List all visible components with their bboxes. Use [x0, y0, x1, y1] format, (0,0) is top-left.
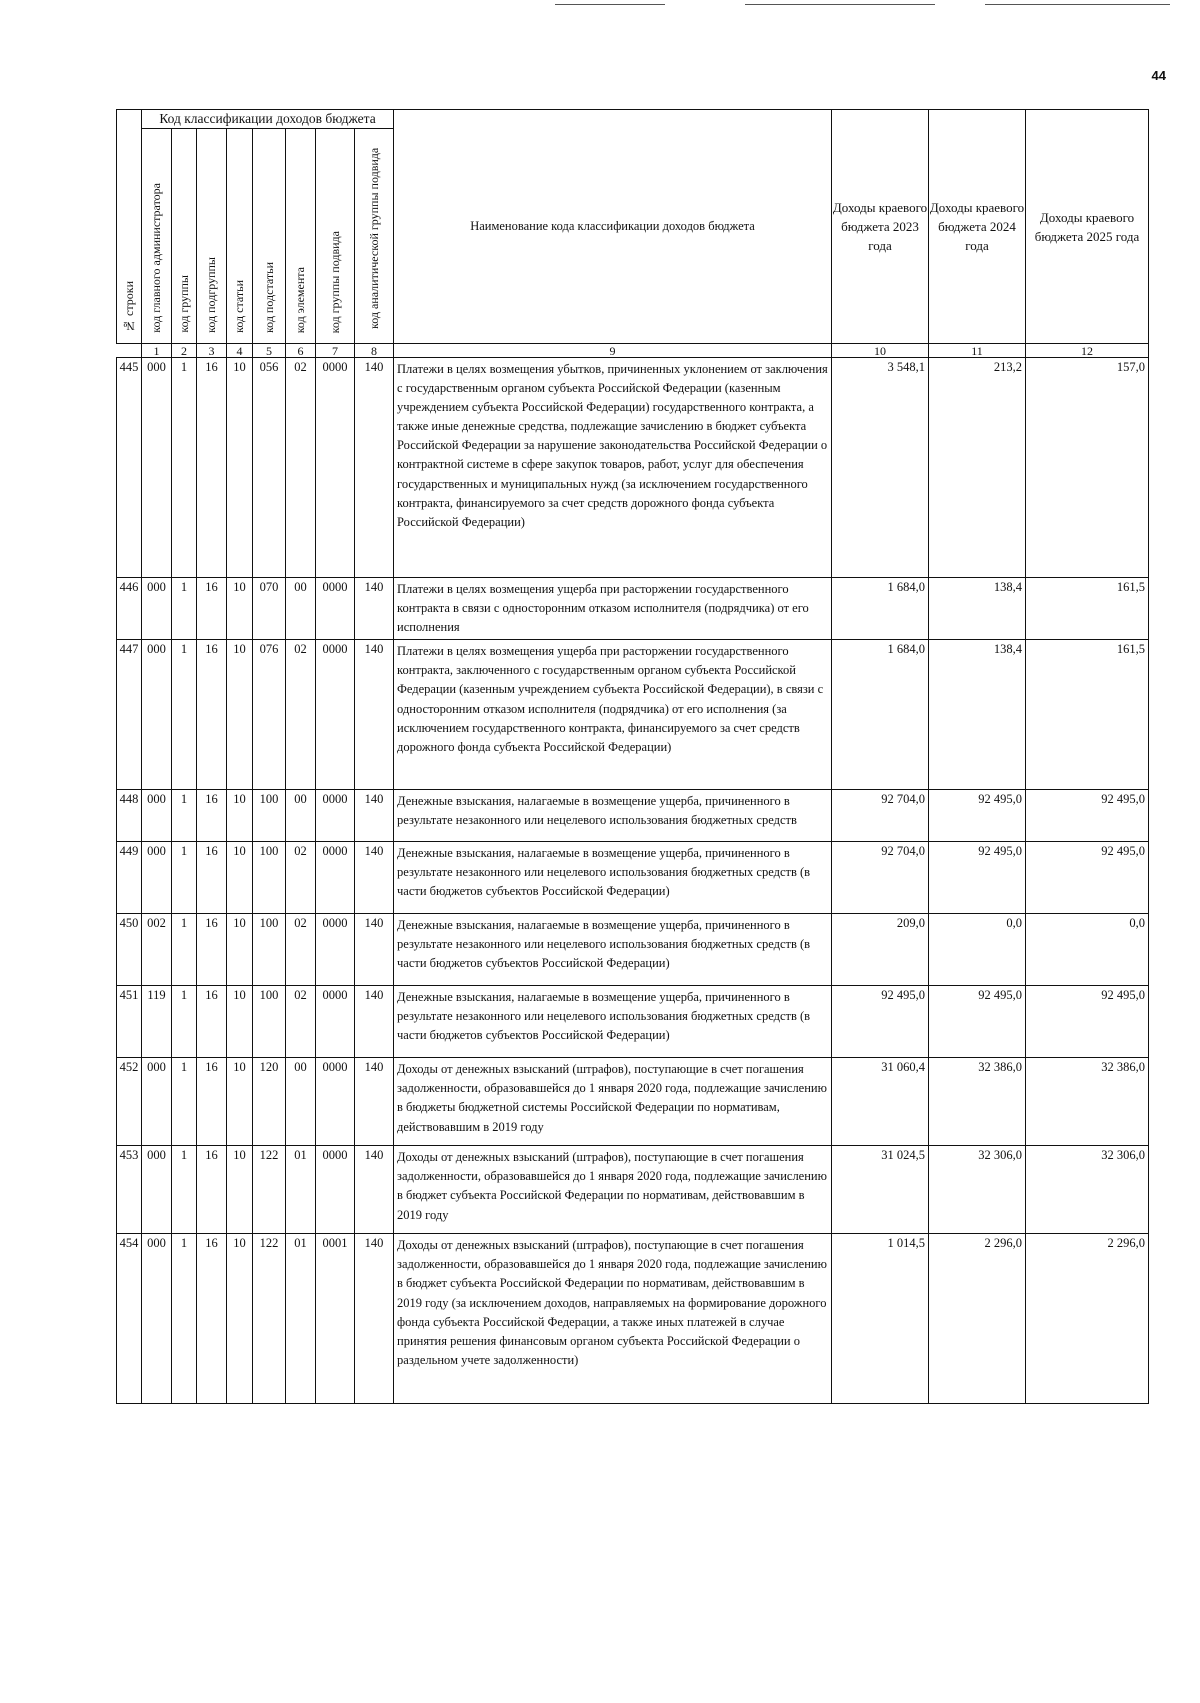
header-classification-code-group: Код классификации доходов бюджета — [142, 110, 394, 129]
element-code: 02 — [286, 914, 316, 986]
row-number: 446 — [117, 578, 142, 640]
code-name: Денежные взыскания, налагаемые в возмещение ущерба, причиненного в результате незаконного или нецелевого использования бюджетных средств (в части бюджетов субъектов Российской Федерации) — [394, 986, 832, 1058]
analytic-group-code: 140 — [355, 986, 394, 1058]
code-name: Платежи в целях возмещения ущерба при расторжении государственного контракта, заключенного с государственным органом субъекта Российской Федерации (казенным учреждением субъекта Российской Федерации), в связи с односторонним отказом исполнителя (подрядчика) от его исполнения (за исключением государственного контракта, финансируемого за счет средств дорожного фонда субъекта Российской Федерации) — [394, 640, 832, 790]
article-code: 10 — [227, 842, 253, 914]
group-code: 1 — [172, 1146, 197, 1234]
page-number: 44 — [1151, 68, 1166, 83]
table-row — [117, 986, 1149, 1058]
admin-code: 002 — [142, 914, 172, 986]
subtype-group-code: 0000 — [316, 358, 355, 578]
header-article-code: код статьи — [227, 129, 253, 344]
analytic-group-code: 140 — [355, 1058, 394, 1146]
income-2025: 32 306,0 — [1026, 1146, 1149, 1234]
subtype-group-code: 0000 — [316, 790, 355, 842]
subgroup-code: 16 — [197, 986, 227, 1058]
group-code: 1 — [172, 1234, 197, 1404]
admin-code: 000 — [142, 358, 172, 578]
table-row — [117, 640, 1149, 790]
table-row — [117, 1146, 1149, 1234]
row-number: 450 — [117, 914, 142, 986]
row-number: 451 — [117, 986, 142, 1058]
header-subtype-group-code: код группы подвида — [316, 129, 355, 344]
element-code: 02 — [286, 842, 316, 914]
income-2025: 161,5 — [1026, 578, 1149, 640]
column-number: 9 — [394, 344, 832, 358]
analytic-group-code: 140 — [355, 790, 394, 842]
code-name: Платежи в целях возмещения убытков, причиненных уклонением от заключения с государственным органом субъекта Российской Федерации (казенным учреждением субъекта Российской Федерации) государственного контракта, а также иные денежные средства, подлежащие зачислению в бюджет субъекта Российской Федерации за нарушение законодательства Российской Федерации о контрактной системе в сфере закупок товаров, работ, услуг для обеспечения государственных и муниципальных нужд (за исключением государственного контракта, финансируемого за счет средств дорожного фонда субъекта Российской Федерации) — [394, 358, 832, 578]
group-code: 1 — [172, 640, 197, 790]
column-number: 8 — [355, 344, 394, 358]
subtype-group-code: 0000 — [316, 1146, 355, 1234]
income-2024: 138,4 — [929, 578, 1026, 640]
group-code: 1 — [172, 578, 197, 640]
analytic-group-code: 140 — [355, 842, 394, 914]
income-2023: 1 684,0 — [832, 640, 929, 790]
subtype-group-code: 0000 — [316, 914, 355, 986]
income-2024: 32 386,0 — [929, 1058, 1026, 1146]
income-2023: 92 704,0 — [832, 790, 929, 842]
scan-artifact-line — [555, 4, 665, 5]
header-row-number: № строки — [117, 110, 142, 344]
income-2025: 2 296,0 — [1026, 1234, 1149, 1404]
budget-income-table — [116, 109, 1149, 1404]
income-2024: 138,4 — [929, 640, 1026, 790]
income-2023: 3 548,1 — [832, 358, 929, 578]
analytic-group-code: 140 — [355, 1234, 394, 1404]
admin-code: 000 — [142, 1058, 172, 1146]
income-2025: 92 495,0 — [1026, 790, 1149, 842]
income-2023: 31 024,5 — [832, 1146, 929, 1234]
scan-artifact-line — [985, 4, 1170, 5]
subarticle-code: 122 — [253, 1234, 286, 1404]
group-code: 1 — [172, 1058, 197, 1146]
income-2024: 92 495,0 — [929, 790, 1026, 842]
income-2023: 31 060,4 — [832, 1058, 929, 1146]
column-number: 5 — [253, 344, 286, 358]
article-code: 10 — [227, 1146, 253, 1234]
row-number: 452 — [117, 1058, 142, 1146]
table-row — [117, 358, 1149, 578]
header-income-2023: Доходы краевого бюджета 2023 года — [832, 110, 929, 344]
header-subgroup-code: код подгруппы — [197, 129, 227, 344]
analytic-group-code: 140 — [355, 1146, 394, 1234]
analytic-group-code: 140 — [355, 640, 394, 790]
element-code: 01 — [286, 1146, 316, 1234]
article-code: 10 — [227, 578, 253, 640]
admin-code: 000 — [142, 790, 172, 842]
header-group-code: код группы — [172, 129, 197, 344]
element-code: 02 — [286, 358, 316, 578]
row-number: 447 — [117, 640, 142, 790]
row-number: 454 — [117, 1234, 142, 1404]
column-number: 1 — [142, 344, 172, 358]
income-2024: 0,0 — [929, 914, 1026, 986]
article-code: 10 — [227, 914, 253, 986]
table-row — [117, 1234, 1149, 1404]
code-name: Доходы от денежных взысканий (штрафов), поступающие в счет погашения задолженности, образовавшейся до 1 января 2020 года, подлежащие зачислению в бюджет субъекта Российской Федерации по нормативам, действовавшим в 2019 году (за исключением доходов, направляемых на формирование дорожного фонда субъекта Российской Федерации, а также иных платежей в случае принятия решения финансовым органом субъекта Российской Федерации о раздельном учете задолженности) — [394, 1234, 832, 1404]
subtype-group-code: 0000 — [316, 986, 355, 1058]
element-code: 00 — [286, 578, 316, 640]
income-2025: 161,5 — [1026, 640, 1149, 790]
element-code: 00 — [286, 1058, 316, 1146]
header-income-2024: Доходы краевого бюджета 2024 года — [929, 110, 1026, 344]
group-code: 1 — [172, 790, 197, 842]
column-number: 6 — [286, 344, 316, 358]
column-number: 11 — [929, 344, 1026, 358]
table-row — [117, 790, 1149, 842]
subtype-group-code: 0001 — [316, 1234, 355, 1404]
subarticle-code: 120 — [253, 1058, 286, 1146]
table-row — [117, 914, 1149, 986]
row-number: 448 — [117, 790, 142, 842]
row-number: 449 — [117, 842, 142, 914]
column-number: 3 — [197, 344, 227, 358]
income-2025: 32 386,0 — [1026, 1058, 1149, 1146]
income-2023: 209,0 — [832, 914, 929, 986]
subarticle-code: 100 — [253, 842, 286, 914]
subgroup-code: 16 — [197, 842, 227, 914]
column-number: 2 — [172, 344, 197, 358]
subgroup-code: 16 — [197, 914, 227, 986]
header-admin-code: код главного администратора — [142, 129, 172, 344]
scan-artifact-line — [745, 4, 935, 5]
income-2024: 213,2 — [929, 358, 1026, 578]
group-code: 1 — [172, 986, 197, 1058]
article-code: 10 — [227, 790, 253, 842]
subtype-group-code: 0000 — [316, 640, 355, 790]
subarticle-code: 070 — [253, 578, 286, 640]
header-code-name: Наименование кода классификации доходов бюджета — [394, 110, 832, 344]
table-row — [117, 578, 1149, 640]
subarticle-code: 100 — [253, 914, 286, 986]
subgroup-code: 16 — [197, 1058, 227, 1146]
header-subarticle-code: код подстатьи — [253, 129, 286, 344]
code-name: Денежные взыскания, налагаемые в возмещение ущерба, причиненного в результате незаконного или нецелевого использования бюджетных средств (в части бюджетов субъектов Российской Федерации) — [394, 842, 832, 914]
analytic-group-code: 140 — [355, 358, 394, 578]
analytic-group-code: 140 — [355, 914, 394, 986]
article-code: 10 — [227, 358, 253, 578]
header-income-2025: Доходы краевого бюджета 2025 года — [1026, 110, 1149, 344]
income-2023: 1 014,5 — [832, 1234, 929, 1404]
income-2024: 32 306,0 — [929, 1146, 1026, 1234]
article-code: 10 — [227, 986, 253, 1058]
income-2023: 92 495,0 — [832, 986, 929, 1058]
analytic-group-code: 140 — [355, 578, 394, 640]
subgroup-code: 16 — [197, 578, 227, 640]
admin-code: 000 — [142, 1146, 172, 1234]
column-number-row — [117, 344, 1149, 358]
subarticle-code: 076 — [253, 640, 286, 790]
subgroup-code: 16 — [197, 1146, 227, 1234]
admin-code: 000 — [142, 1234, 172, 1404]
code-name: Денежные взыскания, налагаемые в возмещение ущерба, причиненного в результате незаконного или нецелевого использования бюджетных средств — [394, 790, 832, 842]
subarticle-code: 122 — [253, 1146, 286, 1234]
column-number: 4 — [227, 344, 253, 358]
element-code: 02 — [286, 640, 316, 790]
table-row — [117, 1058, 1149, 1146]
header-element-code: код элемента — [286, 129, 316, 344]
subarticle-code: 100 — [253, 790, 286, 842]
column-number: 7 — [316, 344, 355, 358]
income-2025: 0,0 — [1026, 914, 1149, 986]
income-2024: 2 296,0 — [929, 1234, 1026, 1404]
column-number: 12 — [1026, 344, 1149, 358]
admin-code: 119 — [142, 986, 172, 1058]
code-name: Платежи в целях возмещения ущерба при расторжении государственного контракта в связи с односторонним отказом исполнителя (подрядчика) от его исполнения — [394, 578, 832, 640]
admin-code: 000 — [142, 842, 172, 914]
element-code: 00 — [286, 790, 316, 842]
income-2025: 92 495,0 — [1026, 986, 1149, 1058]
row-number: 453 — [117, 1146, 142, 1234]
subarticle-code: 056 — [253, 358, 286, 578]
admin-code: 000 — [142, 640, 172, 790]
code-name: Доходы от денежных взысканий (штрафов), поступающие в счет погашения задолженности, образовавшейся до 1 января 2020 года, подлежащие зачислению в бюджеты бюджетной системы Российской Федерации по нормативам, действовавшим в 2019 году — [394, 1058, 832, 1146]
code-name: Денежные взыскания, налагаемые в возмещение ущерба, причиненного в результате незаконного или нецелевого использования бюджетных средств (в части бюджетов субъектов Российской Федерации) — [394, 914, 832, 986]
subgroup-code: 16 — [197, 358, 227, 578]
subtype-group-code: 0000 — [316, 1058, 355, 1146]
article-code: 10 — [227, 1234, 253, 1404]
income-2024: 92 495,0 — [929, 842, 1026, 914]
income-2025: 157,0 — [1026, 358, 1149, 578]
income-2025: 92 495,0 — [1026, 842, 1149, 914]
group-code: 1 — [172, 358, 197, 578]
group-code: 1 — [172, 914, 197, 986]
element-code: 02 — [286, 986, 316, 1058]
income-2024: 92 495,0 — [929, 986, 1026, 1058]
row-number: 445 — [117, 358, 142, 578]
income-2023: 1 684,0 — [832, 578, 929, 640]
admin-code: 000 — [142, 578, 172, 640]
article-code: 10 — [227, 640, 253, 790]
subgroup-code: 16 — [197, 790, 227, 842]
column-number: 10 — [832, 344, 929, 358]
subgroup-code: 16 — [197, 1234, 227, 1404]
header-analytic-group-code: код аналитической группы подвида — [355, 129, 394, 344]
code-name: Доходы от денежных взысканий (штрафов), поступающие в счет погашения задолженности, образовавшейся до 1 января 2020 года, подлежащие зачислению в бюджет субъекта Российской Федерации по нормативам, действовавшим в 2019 году — [394, 1146, 832, 1234]
subtype-group-code: 0000 — [316, 578, 355, 640]
element-code: 01 — [286, 1234, 316, 1404]
subarticle-code: 100 — [253, 986, 286, 1058]
subgroup-code: 16 — [197, 640, 227, 790]
income-2023: 92 704,0 — [832, 842, 929, 914]
article-code: 10 — [227, 1058, 253, 1146]
group-code: 1 — [172, 842, 197, 914]
table-row — [117, 842, 1149, 914]
subtype-group-code: 0000 — [316, 842, 355, 914]
